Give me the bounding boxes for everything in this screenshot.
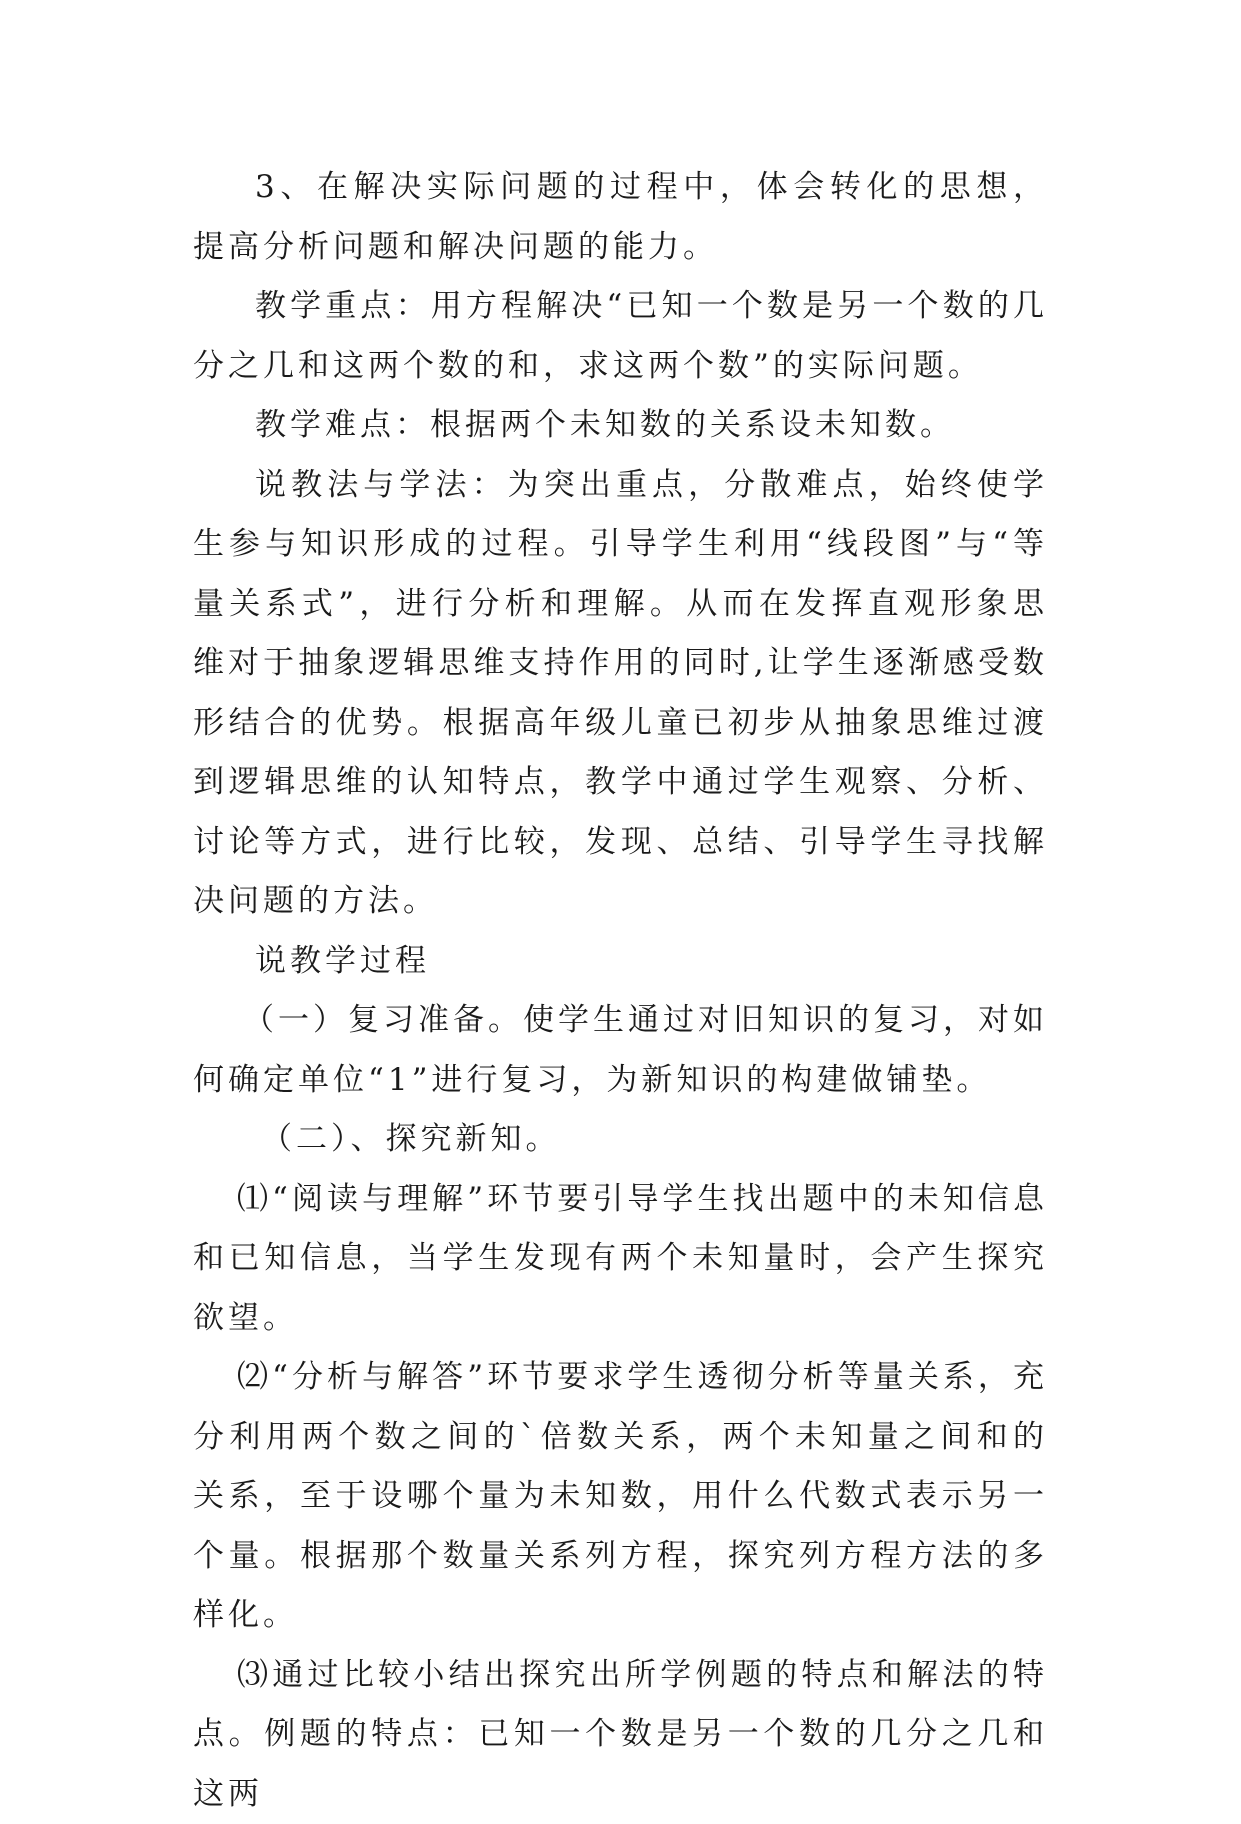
paragraph-teaching-method: 说教法与学法：为突出重点，分散难点，始终使学生参与知识形成的过程。引导学生利用“线段图”与“等量关系式”，进行分析和理解。从而在发挥直观形象思维对于抽象逻辑思维支持作用的同时,让学生逐渐感受数形结合的优势。根据高年级儿童已初步从抽象思维过渡到逻辑思维的认知特点，教学中通过学生观察、分析、讨论等方式，进行比较，发现、总结、引导学生寻找解决问题的方法。 (193, 456, 1048, 932)
paragraph-comparison-summary: ⑶通过比较小结出探究出所学例题的特点和解法的特点。例题的特点：已知一个数是另一个数的几分之几和这两 (193, 1646, 1048, 1824)
paragraph-teaching-difficulty: 教学难点：根据两个未知数的关系设未知数。 (193, 396, 1048, 456)
paragraph-reading-understanding: ⑴“阅读与理解”环节要引导学生找出题中的未知信息和已知信息，当学生发现有两个未知量时，会产生探究欲望。 (193, 1170, 1048, 1349)
paragraph-review-preparation: （一）复习准备。使学生通过对旧知识的复习，对如何确定单位“1”进行复习，为新知识的构建做铺垫。 (193, 991, 1048, 1110)
paragraph-goal-3: 3、在解决实际问题的过程中，体会转化的思想，提高分析问题和解决问题的能力。 (193, 158, 1048, 277)
paragraph-teaching-focus: 教学重点：用方程解决“已知一个数是另一个数的几分之几和这两个数的和，求这两个数”的实际问题。 (193, 277, 1048, 396)
paragraph-explore-new-knowledge: （二）、探究新知。 (193, 1110, 1048, 1170)
document-body (193, 158, 1048, 1824)
section-heading-teaching-process: 说教学过程 (193, 932, 1048, 992)
paragraph-analysis-answer: ⑵“分析与解答”环节要求学生透彻分析等量关系，充分利用两个数之间的`倍数关系，两个未知量之间和的关系，至于设哪个量为未知数，用什么代数式表示另一个量。根据那个数量关系列方程，探究列方程方法的多样化。 (193, 1348, 1048, 1646)
